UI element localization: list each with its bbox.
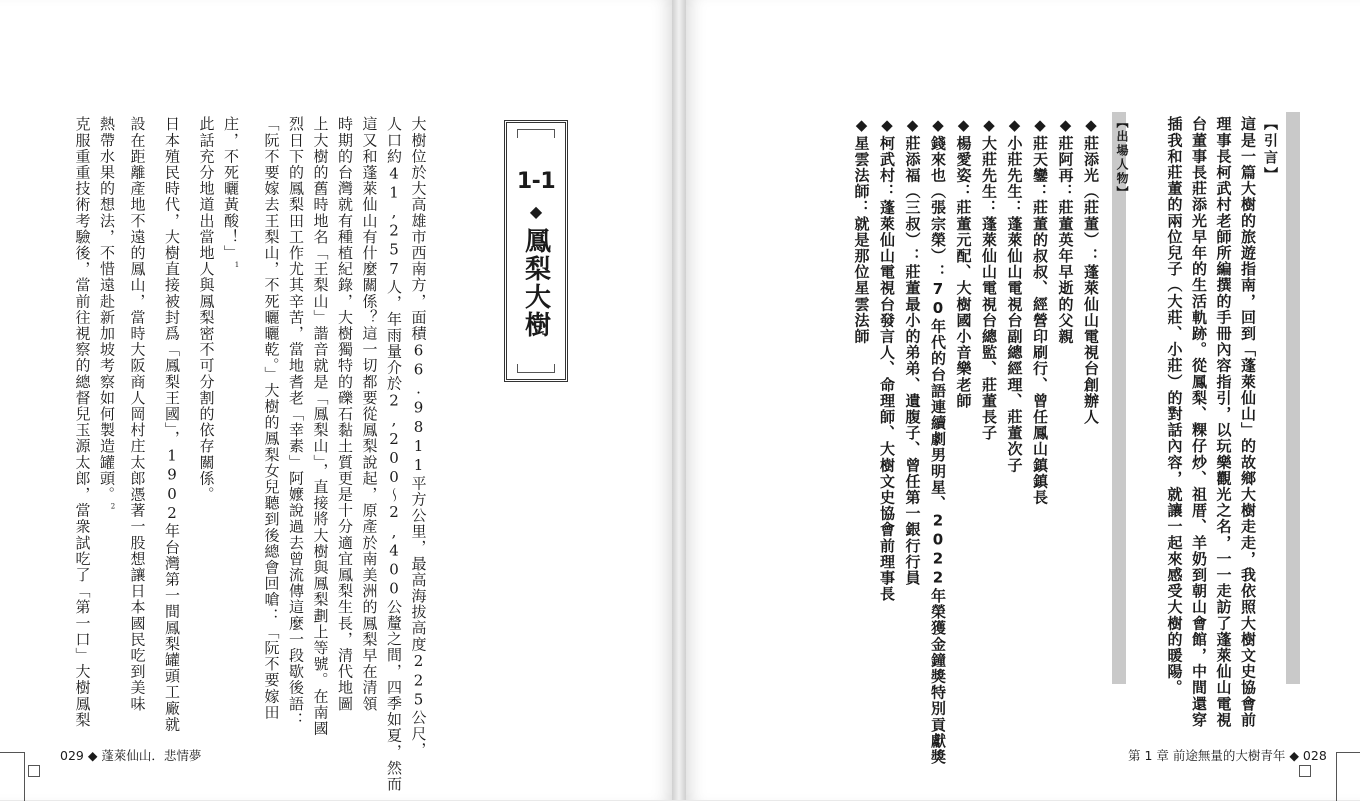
cast-list [848,116,1103,765]
corner-ornament-left [0,752,25,801]
footnote-marker: 2 [109,502,117,512]
body-line [95,116,126,792]
body-line: 日本殖民時代，大樹直接被封爲「鳳梨王國」，1902年台灣第一間鳳梨罐頭工廠就 [163,116,181,733]
right-page-footer: 第 1 章 前途無量的大樹青年 ◆ 028 [1128,748,1327,763]
body-line: 克服重重技術考驗後，當前往視察的總督兒玉源太郎，當衆試吃了「第一口」大樹鳳梨 [73,116,92,728]
body-line: 人口約41,257人，年雨量介於2,200〜2,400公釐之間，四季如夏，然而 [385,116,403,792]
intro-line: 插我和莊董的兩位兒子（大莊、小莊）的對話內容，就讓一起來感受大樹的暖陽。 [1165,116,1184,696]
cast-item: ◆楊愛姿：莊董元配、大樹國小音樂老師 [954,116,973,409]
cast-item: ◆小莊先生：蓬萊仙山電視台副總經理、莊董次子 [1005,116,1024,474]
cast-item: ◆大莊先生：蓬萊仙山電視台總監、莊董長子 [980,116,998,441]
body-line: 此話充分地道出當地人與鳳梨密不可分割的依存關係。 [197,116,216,503]
body-line-text: 庄，不死曬黃酸！」 [222,116,240,261]
cast-item: ◆莊天鑾：莊董的叔叔、經營印刷行、曾任鳳山鎮鎮長 [1031,116,1049,506]
cast-item: ◆莊添福（三叔）：莊董最小的弟弟、遺腹子、曾任第一銀行行員 [903,116,922,586]
body-line: 「阮不要嫁去王梨山，不死曬曬乾。」大樹的鳳梨女兒聽到後總會回嗆：「阮不要嫁田 [262,116,281,721]
body-line: 設在距離產地不遠的鳳山，當時大阪商人岡村庄太郎憑著一股想讓日本國民吃到美味 [128,116,147,712]
body-line-text: 熱帶水果的想法，不惜遠赴新加坡考察如何製造罐頭。 [98,116,116,503]
body-line: 時期的台灣就有種植紀錄，大樹獨特的礫石黏土質更是十分適宜鳳梨生長，清代地圖 [336,116,354,712]
footnote-marker: 1 [233,260,241,271]
body-line: 這又和蓬萊仙山有什麼關係？這一切都要從鳳梨說起，原產於南美洲的鳳梨早在清領 [360,116,379,712]
body-line: 大樹位於大高雄市西南方，面積66.9811平方公里，最高海拔高度225公尺， [409,116,428,758]
section-number: 1-1 [516,169,556,194]
cast-label: 【出場人物】 [1115,116,1129,200]
body-text [60,116,431,792]
intro-line: 台董事長莊添光早年的生活軌跡。從鳳梨、粿仔炒、祖厝、羊奶到朝山會館，中間還穿 [1190,116,1208,728]
diamond-icon: ◆ [529,202,543,221]
body-line: 上大樹的舊時地名「王梨山」諧音就是「鳳梨山」，直接將大樹與鳳梨劃上等號。在南國 [311,116,330,737]
cast-item: ◆莊添光（莊董）：蓬萊仙山電視台創辦人 [1082,116,1100,425]
corner-ornament-right [1336,752,1360,801]
intro-label: 【引言】 [1262,116,1278,184]
intro-line: 這是一篇大樹的旅遊指南，回到「蓬萊仙山」的故鄉大樹走走，我依照大樹文史協會前 [1239,116,1257,728]
cast-item: ◆柯武村：蓬萊仙山電視台發言人、命理師、大樹文史協會前理事長 [878,116,896,602]
section-heading-box [504,120,568,382]
intro-paragraph [1162,116,1260,728]
cast-item: ◆錢來也（張宗榮）：70年代的台語連續劇男明星、2022年榮獲金鐘獎特別貢獻獎 [929,116,947,765]
body-line [219,116,250,792]
cast-item: ◆星雲法師：就是那位星雲法師 [852,116,871,345]
book-gutter [672,0,686,800]
section-title: 鳳梨大樹 [520,227,551,339]
intro-label-bar [1286,112,1300,684]
body-line: 烈日下的鳳梨田工作尤其辛苦，當地耆老「幸素」阿嬤說過去曾流傳這麼一段歇後語： [287,116,305,728]
left-page-footer: 029 ◆ 蓬萊仙山．悲情夢 [60,748,202,763]
intro-line: 理事長柯武村老師所編撰的手冊內容指引，以玩樂觀光之名，一一走訪了蓬萊仙山電視 [1214,116,1233,728]
cast-item: ◆莊阿再：莊董英年早逝的父親 [1056,116,1075,345]
